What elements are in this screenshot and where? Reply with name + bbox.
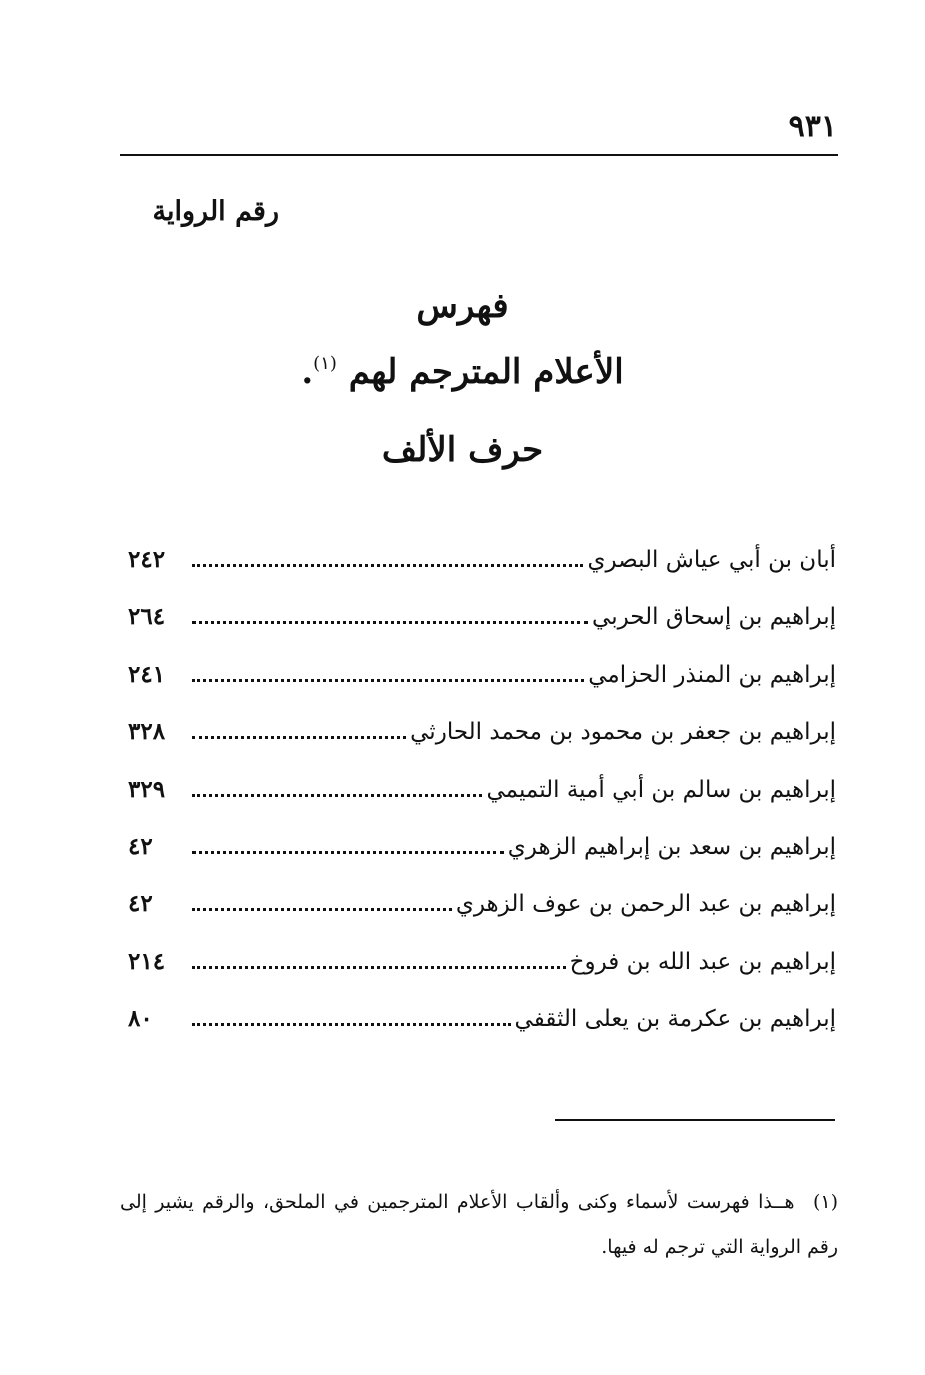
dot-leader [192, 908, 452, 911]
column-label: رقم الرواية [152, 196, 279, 227]
entry-number: ٣٢٩ [128, 775, 166, 803]
entry-number: ٣٢٨ [128, 718, 166, 746]
entry-name: إبراهيم بن جعفر بن محمود بن محمد الحارثي [410, 719, 836, 746]
index-list [128, 546, 836, 1063]
index-title: فهرس [416, 286, 509, 326]
entry-number: ٨٠ [128, 1005, 153, 1033]
index-entry [128, 890, 836, 947]
dot-leader [192, 564, 583, 567]
entry-number: ٢٤٢ [128, 546, 166, 573]
dot-leader [192, 851, 504, 854]
index-subtitle-text: الأعلام المترجم لهم [348, 352, 624, 392]
dot-leader [192, 794, 482, 797]
entry-name: إبراهيم بن إسحاق الحربي [592, 604, 836, 631]
entry-number: ٤٢ [128, 890, 153, 918]
header-rule [120, 154, 838, 156]
dot-leader [192, 679, 584, 682]
entry-number: ٢٤١ [128, 660, 166, 688]
dot-leader [192, 1023, 511, 1026]
entry-name: إبراهيم بن سعد بن إبراهيم الزهري [507, 833, 836, 860]
index-entry [128, 833, 836, 890]
dot-leader [192, 736, 406, 739]
section-heading: حرف الألف [381, 430, 544, 470]
index-entry [128, 776, 836, 833]
entry-name: إبراهيم بن سالم بن أبي أمية التميمي [486, 776, 836, 803]
entry-name: إبراهيم بن عكرمة بن يعلى الثقفي [514, 1006, 836, 1033]
index-entry [128, 603, 836, 660]
index-subtitle-period: . [301, 352, 314, 392]
entry-number: ٢١٤ [128, 947, 166, 975]
index-entry [128, 1005, 836, 1062]
dot-leader [192, 966, 566, 969]
footnote-text: هــذا فهرست لأسماء وكنى وألقاب الأعلام المترجمين في الملحق، والرقم يشير إلى رقم الرواية التي ترجم له فيها. [120, 1191, 838, 1258]
footnote-rule [555, 1119, 835, 1121]
index-entry [128, 948, 836, 1005]
index-entry [128, 546, 836, 603]
entry-name: أبان بن أبي عياش البصري [587, 547, 836, 573]
entry-number: ٢٦٤ [128, 603, 166, 631]
index-entry [128, 718, 836, 775]
index-subtitle [0, 352, 925, 392]
entry-number: ٤٢ [128, 832, 153, 860]
dot-leader [192, 621, 588, 624]
footnote-reference: (١) [313, 353, 337, 374]
entry-name: إبراهيم بن المنذر الحزامي [588, 661, 836, 688]
entry-name: إبراهيم بن عبد الله بن فروخ [569, 948, 836, 975]
entry-name: إبراهيم بن عبد الرحمن بن عوف الزهري [455, 891, 836, 918]
index-entry [128, 661, 836, 718]
page-number: ٩٣١ [788, 109, 837, 144]
footnote [120, 1180, 838, 1270]
footnote-marker: (١) [812, 1191, 838, 1213]
